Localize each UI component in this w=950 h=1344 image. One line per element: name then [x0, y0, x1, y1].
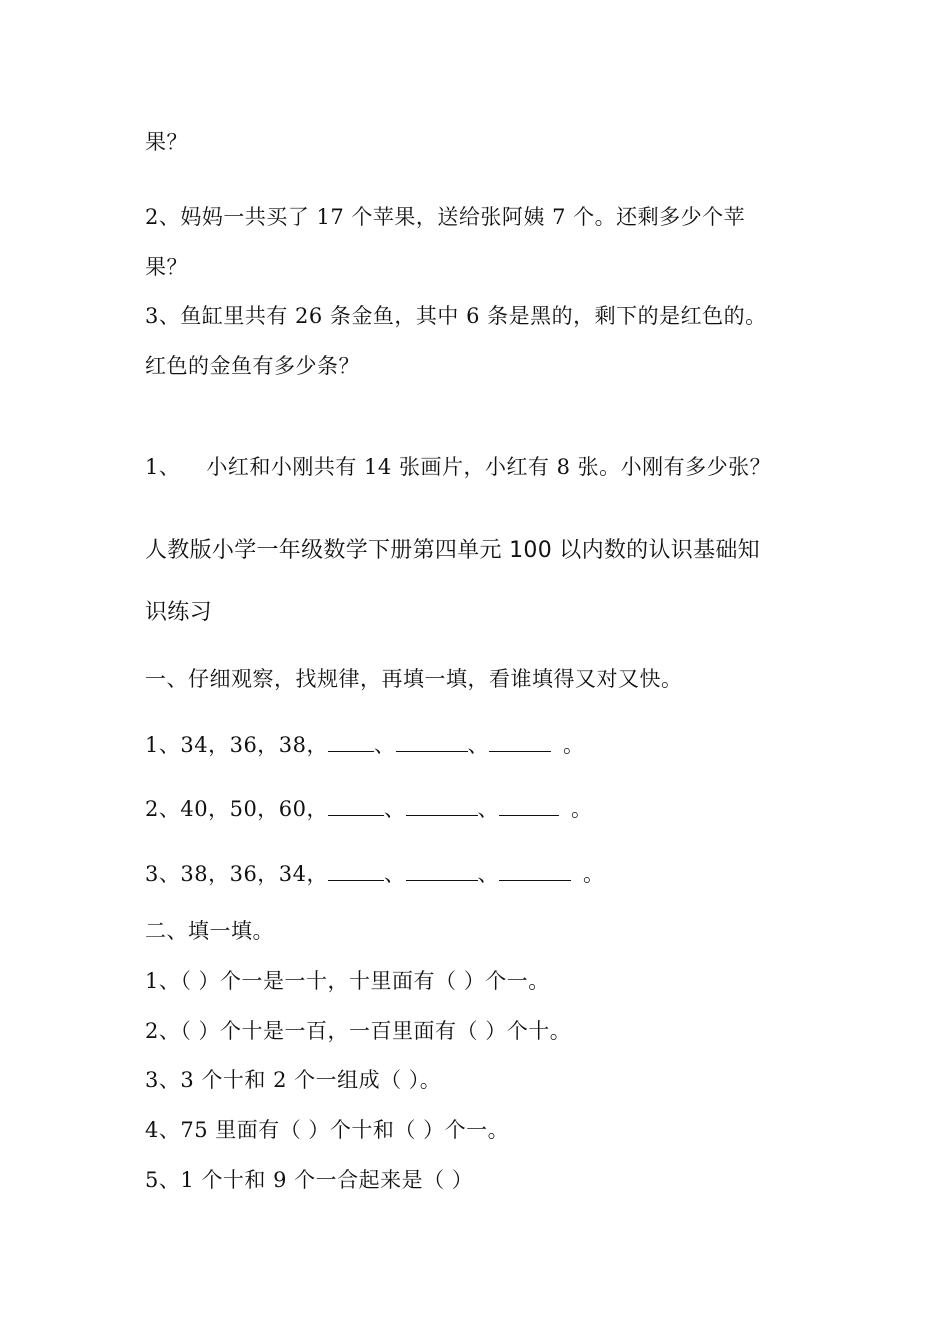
pattern-item-1: [145, 731, 585, 759]
separator: 、: [384, 862, 406, 886]
end-mark: 。: [571, 797, 593, 821]
page-title-line-1: 人教版小学一年级数学下册第四单元 100 以内数的认识基础知: [145, 538, 760, 563]
problem-1: [145, 453, 771, 481]
answer-blank[interactable]: [406, 797, 478, 816]
pattern-item-1-prefix: 1、34，36，38，: [145, 733, 329, 757]
problem-1-text: 小红和小刚共有 14 张画片，小红有 8 张。小刚有多少张？: [206, 455, 772, 479]
answer-blank[interactable]: [499, 862, 571, 881]
pattern-item-3-prefix: 3、38，36，34，: [145, 862, 329, 886]
fill-item-3: 3、3 个十和 2 个一组成（ ）。: [145, 1068, 442, 1092]
separator: 、: [467, 733, 490, 757]
end-mark: 。: [583, 862, 605, 886]
separator: 、: [384, 797, 406, 821]
fill-item-2: 2、（ ）个十是一百，一百里面有（ ）个十。: [145, 1019, 572, 1043]
problem-3-line-1: 3、鱼缸里共有 26 条金鱼，其中 6 条是黑的，剩下的是红色的。: [145, 304, 767, 328]
answer-blank[interactable]: [328, 797, 384, 816]
problem-1-marker: 1、: [145, 455, 181, 479]
end-mark: 。: [563, 733, 585, 757]
problem-3-line-2: 红色的金鱼有多少条？: [145, 354, 360, 378]
answer-blank[interactable]: [328, 862, 384, 881]
answer-blank[interactable]: [396, 733, 468, 752]
pattern-item-3: [145, 860, 605, 888]
problem-2-line-2: 果？: [145, 255, 188, 279]
separator: 、: [477, 862, 500, 886]
answer-blank[interactable]: [406, 862, 478, 881]
fill-item-4: 4、75 里面有（ ）个十和（ ）个一。: [145, 1118, 510, 1142]
text-line: 果？: [145, 130, 188, 154]
problem-2-line-1: 2、妈妈一共买了 17 个苹果，送给张阿姨 7 个。还剩多少个苹: [145, 205, 746, 229]
pattern-item-2-prefix: 2、40，50，60，: [145, 797, 329, 821]
answer-blank[interactable]: [328, 733, 374, 752]
page-title-line-2: 识练习: [145, 600, 212, 625]
answer-blank[interactable]: [489, 733, 551, 752]
section-2-heading: 二、填一填。: [145, 919, 274, 943]
separator: 、: [477, 797, 500, 821]
fill-item-5: 5、1 个十和 9 个一合起来是（ ）: [145, 1168, 474, 1192]
answer-blank[interactable]: [499, 797, 559, 816]
pattern-item-2: [145, 795, 593, 823]
separator: 、: [374, 733, 396, 757]
fill-item-1: 1、（ ）个一是一十，十里面有（ ）个一。: [145, 969, 550, 993]
section-1-heading: 一、仔细观察，找规律，再填一填，看谁填得又对又快。: [145, 667, 683, 691]
